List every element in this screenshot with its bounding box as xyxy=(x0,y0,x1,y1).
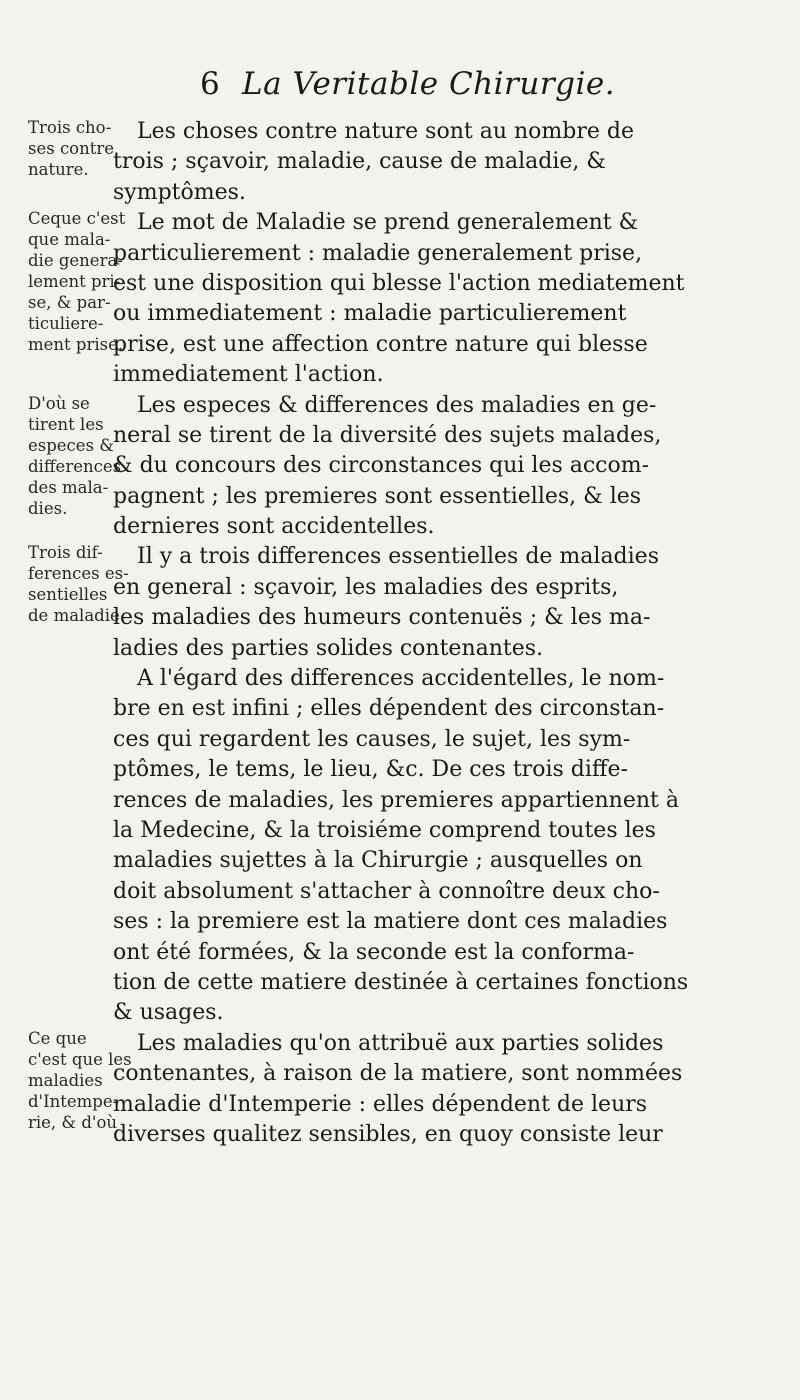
margin-note-line: D'où se xyxy=(28,394,90,413)
margin-note-line: ses contre xyxy=(28,139,115,158)
margin-note-line: maladies xyxy=(28,1071,103,1090)
margin-note-1 xyxy=(28,117,115,180)
body-line: Les choses contre nature sont au nombre de xyxy=(137,119,634,144)
body-line: ses : la premiere est la matiere dont ces maladies xyxy=(113,909,668,935)
margin-note-line: Ceque c'est xyxy=(28,209,126,228)
body-line: ces qui regardent les causes, le sujet, les sym- xyxy=(113,726,631,752)
margin-note-line: des mala- xyxy=(28,478,109,497)
body-line: contenantes, à raison de la matiere, sont nommées xyxy=(113,1061,683,1087)
margin-note-line: ment prise. xyxy=(28,335,124,354)
body-line: les maladies des humeurs contenuës ; & les ma- xyxy=(113,605,651,631)
body-line: neral se tirent de la diversité des sujets malades, xyxy=(113,422,662,448)
margin-note-line: ticuliere- xyxy=(28,314,104,333)
body-line: prise, est une affection contre nature qui blesse xyxy=(113,331,648,357)
body-line: ladies des parties solides contenantes. xyxy=(113,635,544,661)
body-line: maladie d'Intemperie : elles dépendent de leurs xyxy=(113,1091,648,1117)
body-line: immediatement l'action. xyxy=(113,362,384,388)
body-line: en general : sçavoir, les maladies des esprits, xyxy=(113,574,619,600)
body-line: Les maladies qu'on attribuë aux parties solides xyxy=(137,1030,664,1056)
body-line: Il y a trois differences essentielles de maladies xyxy=(137,544,659,570)
body-line: pagnent ; les premieres sont essentielles, & les xyxy=(113,483,642,509)
margin-note-line: nature. xyxy=(28,160,89,179)
margin-note-line: dies. xyxy=(28,499,68,518)
margin-note-line: tirent les xyxy=(28,415,104,434)
margin-note-3 xyxy=(28,393,122,519)
body-line: ptômes, le tems, le lieu, &c. De ces trois diffe- xyxy=(113,757,628,783)
body-text xyxy=(113,117,773,1150)
margin-note-line: que mala- xyxy=(28,230,111,249)
body-line: symptômes. xyxy=(113,179,246,205)
body-line: diverses qualitez sensibles, en quoy consiste leur xyxy=(113,1121,663,1147)
margin-note-line: die genera- xyxy=(28,251,123,270)
margin-note-line: especes & xyxy=(28,436,114,455)
margin-note-line: ferences es- xyxy=(28,564,129,583)
margin-note-line: c'est que les xyxy=(28,1050,132,1069)
body-line: bre en est infini ; elles dépendent des circonstan- xyxy=(113,696,665,722)
body-line: Le mot de Maladie se prend generalement & xyxy=(137,210,639,236)
body-line: particulierement : maladie generalement prise, xyxy=(113,240,643,266)
margin-note-line: d'Intempe- xyxy=(28,1092,119,1111)
margin-note-line: lement pri- xyxy=(28,272,121,291)
margin-note-4 xyxy=(28,542,129,626)
body-line: ont été formées, & la seconde est la conforma- xyxy=(113,939,635,965)
margin-note-2 xyxy=(28,208,126,355)
body-line: doit absolument s'attacher à connoître deux cho- xyxy=(113,878,660,904)
body-line: maladies sujettes à la Chirurgie ; ausquelles on xyxy=(113,848,643,874)
running-title: La Veritable Chirurgie. xyxy=(242,66,616,102)
body-line: est une disposition qui blesse l'action mediatement xyxy=(113,270,685,296)
body-line: la Medecine, & la troisiéme comprend toutes les xyxy=(113,817,656,843)
running-header xyxy=(200,66,760,110)
margin-note-line: Trois dif- xyxy=(28,543,103,562)
body-line: A l'égard des differences accidentelles, le nom- xyxy=(137,666,665,692)
page-number: 6 xyxy=(200,66,221,102)
margin-note-line: Trois cho- xyxy=(28,118,112,137)
body-line: ou immediatement : maladie particulierement xyxy=(113,301,627,327)
body-line: & usages. xyxy=(113,1000,224,1026)
body-line: tion de cette matiere destinée à certaines fonctions xyxy=(113,969,689,995)
margin-note-line: rie, & d'où xyxy=(28,1113,118,1132)
body-line: dernieres sont accidentelles. xyxy=(113,514,435,540)
body-line: trois ; sçavoir, maladie, cause de maladie, & xyxy=(113,149,606,175)
margin-note-line: differences xyxy=(28,457,122,476)
margin-note-line: Ce que xyxy=(28,1029,87,1048)
body-line: & du concours des circonstances qui les accom- xyxy=(113,453,650,479)
margin-note-line: sentielles xyxy=(28,585,108,604)
margin-note-5 xyxy=(28,1028,132,1133)
body-line: rences de maladies, les premieres appartiennent à xyxy=(113,787,679,813)
body-line: Les especes & differences des maladies en ge- xyxy=(137,392,657,418)
margin-note-line: de maladie. xyxy=(28,606,126,625)
margin-note-line: se, & par- xyxy=(28,293,111,312)
